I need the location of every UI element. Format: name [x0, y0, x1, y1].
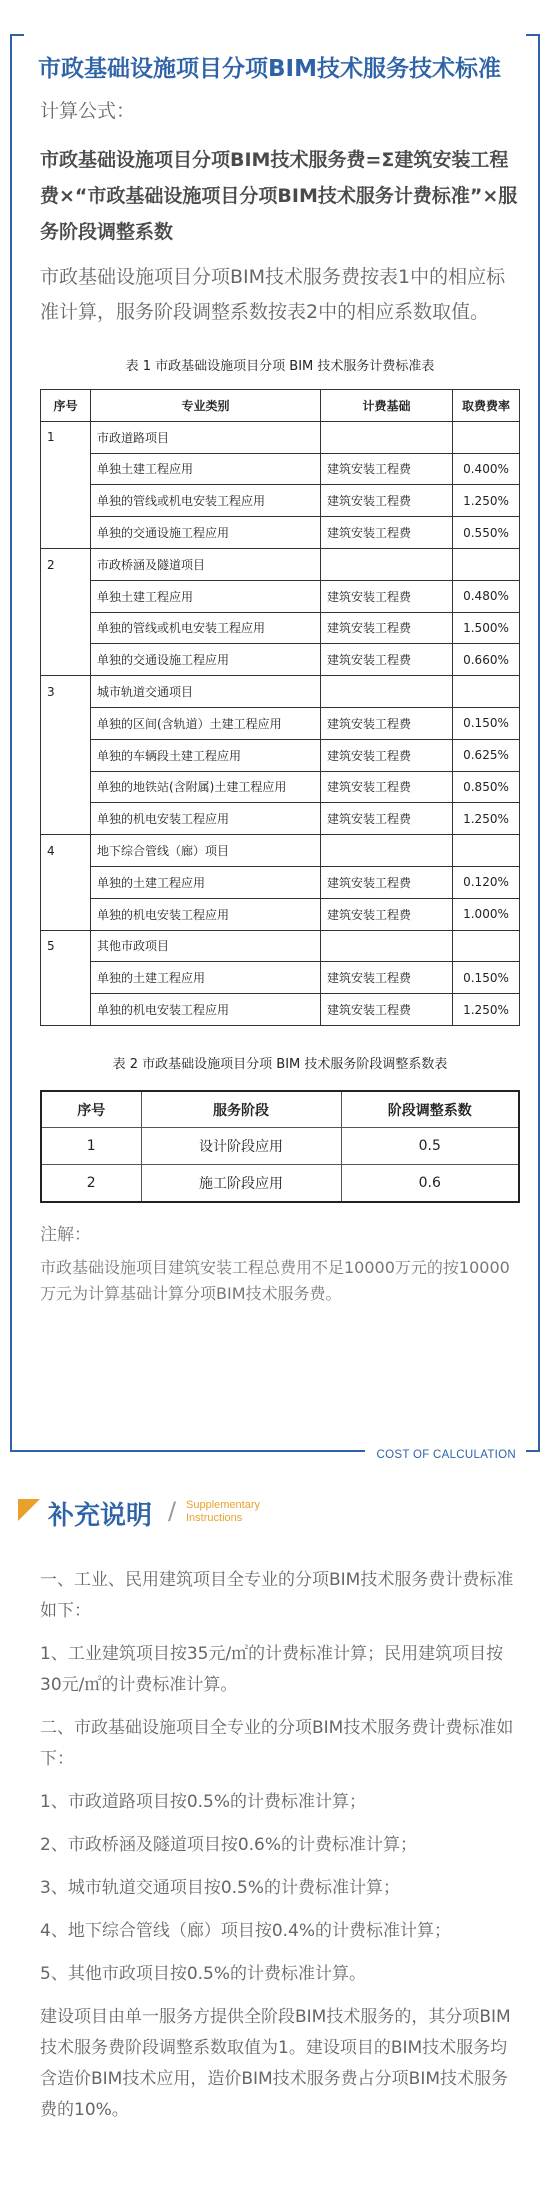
- table1-cell-no: 1: [41, 421, 91, 453]
- table1-cell-rate: 1.250%: [453, 485, 520, 517]
- table-row: [41, 739, 520, 771]
- table1-cell-no: [41, 517, 91, 549]
- table1-cell-category: 单独的机电安装工程应用: [91, 898, 321, 930]
- table1-cell-no: [41, 580, 91, 612]
- table-row: [41, 676, 520, 708]
- card-border-top-right: [526, 34, 540, 36]
- table1-header-row: [41, 390, 520, 422]
- table1-cell-rate: 0.850%: [453, 771, 520, 803]
- table1-cell-no: 2: [41, 548, 91, 580]
- table1-cell-basis: [321, 548, 453, 580]
- table1-cell-no: 5: [41, 930, 91, 962]
- table-row: [41, 612, 520, 644]
- table-row: [41, 930, 520, 962]
- supplement-paragraph: 2、市政桥涵及隧道项目按0.6%的计费标准计算；: [40, 1835, 418, 1855]
- table1-cell-category: 单独的管线或机电安装工程应用: [91, 485, 321, 517]
- table1-cell-no: [41, 771, 91, 803]
- table1-cell-rate: [453, 930, 520, 962]
- table2-cell-no: 1: [41, 1128, 141, 1165]
- table1-cell-basis: 建筑安装工程费: [321, 771, 453, 803]
- table2-caption: 表 2 市政基础设施项目分项 BIM 技术服务阶段调整系数表: [112, 1056, 448, 1072]
- note-text: 市政基础设施项目建筑安装工程总费用不足10000万元的按10000万元为计算基础计算分项BIM技术服务费。: [40, 1257, 510, 1303]
- supplement-header: [18, 1495, 538, 1535]
- table1-cell-category: 单独的机电安装工程应用: [91, 994, 321, 1026]
- card-title: 市政基础设施项目分项BIM技术服务技术标准: [38, 56, 501, 82]
- table-row: [41, 835, 520, 867]
- supplement-body: [40, 1565, 520, 2138]
- table1-cell-no: [41, 485, 91, 517]
- calc-description: 市政基础设施项目分项BIM技术服务费按表1中的相应标准计算，服务阶段调整系数按表2中的相应系数取值。: [40, 266, 506, 323]
- table1-cell-category: 市政道路项目: [91, 421, 321, 453]
- table-row: [41, 803, 520, 835]
- table2-cell-stage: 设计阶段应用: [141, 1128, 341, 1165]
- table1-cell-rate: 0.400%: [453, 453, 520, 485]
- table1-cell-rate: 1.500%: [453, 612, 520, 644]
- table1-cell-category: 单独的区间(含轨道）土建工程应用: [91, 707, 321, 739]
- table1-cell-category: 单独的地铁站(含附属)土建工程应用: [91, 771, 321, 803]
- table1-cell-category: 单独的机电安装工程应用: [91, 803, 321, 835]
- supplement-paragraph: 4、地下综合管线（廊）项目按0.4%的计费标准计算；: [40, 1921, 452, 1941]
- supplement-title-en-line2: Instructions: [186, 1512, 243, 1524]
- table1-cell-category: 单独的管线或机电安装工程应用: [91, 612, 321, 644]
- table1-cell-basis: 建筑安装工程费: [321, 517, 453, 549]
- table1-cell-category: 其他市政项目: [91, 930, 321, 962]
- table2-header-row: [41, 1091, 519, 1128]
- card-border-bottom: [10, 1450, 365, 1452]
- table1-cell-category: 单独的交通设施工程应用: [91, 517, 321, 549]
- table1-cell-rate: [453, 548, 520, 580]
- table1-cell-category: 地下综合管线（廊）项目: [91, 835, 321, 867]
- table2-header-stage: 服务阶段: [141, 1091, 341, 1128]
- table1-cell-rate: 0.150%: [453, 707, 520, 739]
- supplement-paragraph: 5、其他市政项目按0.5%的计费标准计算。: [40, 1964, 367, 1984]
- supplement-title: 补充说明: [48, 1501, 153, 1531]
- table1-header-category: 专业类别: [91, 390, 321, 422]
- table1-cell-rate: 0.625%: [453, 739, 520, 771]
- table-row: [41, 898, 520, 930]
- table-row: [41, 453, 520, 485]
- table-row: [41, 771, 520, 803]
- supplement-paragraph: 建设项目由单一服务方提供全阶段BIM技术服务的，其分项BIM技术服务费阶段调整系数取值为1。建设项目的BIM技术服务均含造价BIM技术应用，造价BIM技术服务费占分项BIM技术服务费的10%。: [40, 2007, 511, 2120]
- table1-cell-category: 单独的土建工程应用: [91, 866, 321, 898]
- table1-cell-category: 城市轨道交通项目: [91, 676, 321, 708]
- table1-header-no: 序号: [41, 390, 91, 422]
- table1-cell-rate: 0.480%: [453, 580, 520, 612]
- table1-cell-no: 3: [41, 676, 91, 708]
- table1-cell-rate: 0.150%: [453, 962, 520, 994]
- table1-cell-rate: 0.660%: [453, 644, 520, 676]
- table1-cell-basis: 建筑安装工程费: [321, 644, 453, 676]
- table1-cell-basis: 建筑安装工程费: [321, 898, 453, 930]
- table-row: [41, 1165, 519, 1202]
- table1-cell-rate: 1.000%: [453, 898, 520, 930]
- table1-cell-no: [41, 994, 91, 1026]
- table1-cell-basis: 建筑安装工程费: [321, 994, 453, 1026]
- supplement-paragraph: 一、工业、民用建筑项目全专业的分项BIM技术服务费计费标准如下：: [40, 1570, 514, 1621]
- card-border-right: [538, 34, 540, 1452]
- table1-header-rate: 取费费率: [453, 390, 520, 422]
- table1-cell-no: [41, 453, 91, 485]
- table1-cell-category: 单独土建工程应用: [91, 580, 321, 612]
- table-row: [41, 707, 520, 739]
- table1-cell-no: [41, 866, 91, 898]
- table-row: [41, 994, 520, 1026]
- table1-caption: 表 1 市政基础设施项目分项 BIM 技术服务计费标准表: [125, 359, 435, 374]
- fee-standard-table: [40, 389, 520, 1026]
- supplement-paragraph: 1、工业建筑项目按35元/㎡的计费标准计算；民用建筑项目按30元/㎡的计费标准计算。: [40, 1644, 504, 1695]
- table1-cell-no: [41, 644, 91, 676]
- table1-cell-basis: [321, 835, 453, 867]
- supplement-paragraph: 3、城市轨道交通项目按0.5%的计费标准计算；: [40, 1878, 401, 1898]
- table-row: [41, 421, 520, 453]
- table1-cell-no: [41, 962, 91, 994]
- table1-cell-rate: [453, 676, 520, 708]
- table-row: [41, 644, 520, 676]
- table1-cell-basis: [321, 676, 453, 708]
- calc-formula-label: 计算公式：: [40, 100, 136, 122]
- table1-cell-basis: 建筑安装工程费: [321, 866, 453, 898]
- table1-cell-basis: 建筑安装工程费: [321, 580, 453, 612]
- table1-cell-rate: [453, 835, 520, 867]
- standard-card: [10, 34, 540, 1461]
- table1-cell-rate: 1.250%: [453, 803, 520, 835]
- table1-cell-basis: [321, 421, 453, 453]
- table1-cell-category: 单独的车辆段土建工程应用: [91, 739, 321, 771]
- table2-cell-coef: 0.6: [341, 1165, 519, 1202]
- calc-formula: 市政基础设施项目分项BIM技术服务费=Σ建筑安装工程费×“市政基础设施项目分项BIM技术服务计费标准”×服务阶段调整系数: [40, 149, 518, 243]
- card-border-left: [10, 34, 12, 1452]
- table1-header-basis: 计费基础: [321, 390, 453, 422]
- table1-cell-basis: 建筑安装工程费: [321, 962, 453, 994]
- table1-cell-no: [41, 707, 91, 739]
- table1-cell-rate: 0.550%: [453, 517, 520, 549]
- table-row: [41, 1128, 519, 1165]
- table1-cell-rate: 1.250%: [453, 994, 520, 1026]
- table1-cell-no: [41, 803, 91, 835]
- table1-body: [41, 421, 520, 1025]
- table-row: [41, 517, 520, 549]
- table2-cell-coef: 0.5: [341, 1128, 519, 1165]
- card-border-bottom-end: [526, 1450, 540, 1452]
- card-border-top-left: [10, 34, 24, 36]
- table1-cell-basis: 建筑安装工程费: [321, 453, 453, 485]
- table1-cell-category: 单独的交通设施工程应用: [91, 644, 321, 676]
- table-row: [41, 962, 520, 994]
- table1-cell-rate: [453, 421, 520, 453]
- note-label: 注解：: [40, 1224, 91, 1245]
- table1-cell-basis: [321, 930, 453, 962]
- table1-cell-basis: 建筑安装工程费: [321, 803, 453, 835]
- table-row: [41, 485, 520, 517]
- table1-cell-basis: 建筑安装工程费: [321, 612, 453, 644]
- table1-cell-category: 市政桥涵及隧道项目: [91, 548, 321, 580]
- table2-header-coef: 阶段调整系数: [341, 1091, 519, 1128]
- table-row: [41, 548, 520, 580]
- supplement-paragraph: 二、市政基础设施项目全专业的分项BIM技术服务费计费标准如下：: [40, 1718, 514, 1769]
- table1-cell-no: [41, 612, 91, 644]
- card-content: [40, 96, 520, 1307]
- supplement-title-en: [186, 1499, 260, 1525]
- title-divider: /: [168, 1497, 177, 1525]
- table-row: [41, 580, 520, 612]
- footer-tag: COST OF CALCULATION: [376, 1449, 516, 1461]
- table2-header-no: 序号: [41, 1091, 141, 1128]
- table2-cell-stage: 施工阶段应用: [141, 1165, 341, 1202]
- supplement-title-en-line1: Supplementary: [186, 1499, 260, 1511]
- table1-cell-category: 单独的土建工程应用: [91, 962, 321, 994]
- table2-cell-no: 2: [41, 1165, 141, 1202]
- corner-triangle-icon: [18, 1499, 40, 1521]
- supplement-paragraph: 1、市政道路项目按0.5%的计费标准计算；: [40, 1792, 367, 1812]
- table1-cell-no: [41, 739, 91, 771]
- table1-cell-no: 4: [41, 835, 91, 867]
- stage-coefficient-table: [40, 1090, 520, 1203]
- table1-cell-basis: 建筑安装工程费: [321, 707, 453, 739]
- table1-cell-no: [41, 898, 91, 930]
- table1-cell-rate: 0.120%: [453, 866, 520, 898]
- table1-cell-category: 单独土建工程应用: [91, 453, 321, 485]
- table1-cell-basis: 建筑安装工程费: [321, 739, 453, 771]
- table-row: [41, 866, 520, 898]
- table1-cell-basis: 建筑安装工程费: [321, 485, 453, 517]
